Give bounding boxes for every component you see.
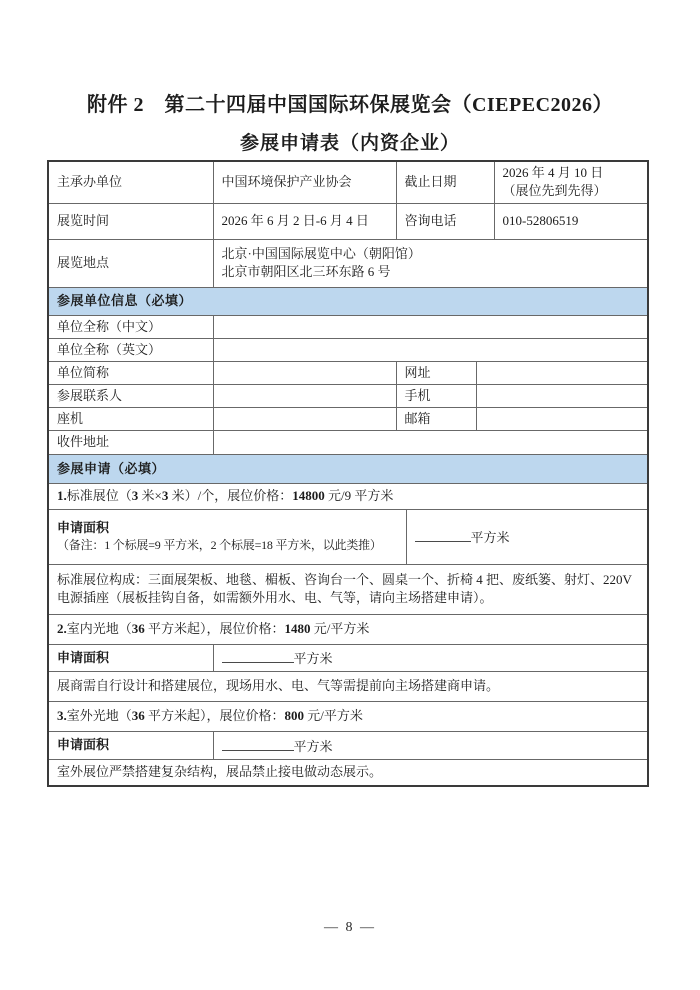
- section-header-application: 参展申请（必填）: [48, 454, 648, 483]
- row-outdoor-area: [48, 731, 648, 759]
- outdoor-area-unit: 平方米: [293, 738, 333, 754]
- row-venue: [48, 239, 648, 287]
- row-company-cn: [48, 315, 648, 338]
- deadline-value: [494, 161, 648, 203]
- indoor-area-label-cell: [48, 644, 213, 671]
- company-name-en-label: 单位全称（英文）: [48, 338, 213, 361]
- row-short-name: [48, 361, 648, 384]
- venue-value: [213, 239, 648, 287]
- outdoor-area-label-cell: [48, 731, 213, 759]
- mobile-input[interactable]: [476, 385, 648, 408]
- venue-label: 展览地点: [48, 239, 213, 287]
- row-indoor-heading: [48, 614, 648, 644]
- email-input[interactable]: [476, 408, 648, 431]
- landline-input[interactable]: [213, 408, 396, 431]
- page-number: — 8 —: [324, 920, 376, 935]
- company-name-cn-input[interactable]: [213, 315, 648, 338]
- row-standard-booth-note: [48, 564, 648, 614]
- indoor-space-note: 展商需自行设计和搭建展位，现场用水、电、气等需提前向主场搭建商申请。: [48, 671, 648, 701]
- row-exhibition-time: [48, 203, 648, 239]
- row-company-en: [48, 338, 648, 361]
- row-outdoor-note: [48, 759, 648, 786]
- deadline-note: （展位先到先得）: [502, 183, 607, 199]
- doc-title-line1: 附件 2 第二十四届中国国际环保展览会（CIEPEC2026）: [86, 94, 614, 116]
- standard-area-value-cell[interactable]: [406, 509, 648, 564]
- exhibition-time-label: 展览时间: [48, 203, 213, 239]
- website-label: 网址: [396, 361, 476, 384]
- exhibition-time-value: 2026 年 6 月 2 日-6 月 4 日: [213, 203, 396, 239]
- indoor-area-label: 申请面积: [57, 649, 110, 665]
- standard-area-blank[interactable]: [415, 526, 471, 542]
- outdoor-space-note: 室外展位严禁搭建复杂结构，展品禁止接电做动态展示。: [48, 759, 648, 786]
- contact-input[interactable]: [213, 385, 396, 408]
- venue-line1: 北京·中国国际展览中心（朝阳馆）: [221, 245, 421, 261]
- application-form-table: [47, 160, 649, 787]
- row-standard-booth-heading: [48, 483, 648, 509]
- row-indoor-area: [48, 644, 648, 671]
- outdoor-area-blank[interactable]: [222, 735, 294, 751]
- phone-value: 010-52806519: [494, 203, 648, 239]
- address-input[interactable]: [213, 431, 648, 454]
- indoor-area-unit: 平方米: [293, 651, 333, 667]
- website-input[interactable]: [476, 361, 648, 384]
- row-outdoor-heading: [48, 701, 648, 731]
- landline-label: 座机: [48, 408, 213, 431]
- standard-area-note: （备注：1 个标展=9 平方米，2 个标展=18 平方米，以此类推）: [57, 538, 382, 553]
- deadline-date: 2026 年 4 月 10 日: [502, 165, 604, 181]
- deadline-label: 截止日期: [396, 161, 494, 203]
- indoor-area-blank[interactable]: [222, 647, 294, 663]
- standard-area-unit: 平方米: [470, 530, 510, 546]
- section-header-exhibitor-info: 参展单位信息（必填）: [48, 287, 648, 315]
- contact-label: 参展联系人: [48, 385, 213, 408]
- indoor-space-heading: 2.室内光地（36 平方米起），展位价格：1480 元/平方米: [48, 614, 648, 644]
- row-section-exhibitor-info: [48, 287, 648, 315]
- company-name-en-input[interactable]: [213, 338, 648, 361]
- indoor-area-value-cell[interactable]: [213, 644, 648, 671]
- row-standard-area: [48, 509, 648, 564]
- row-indoor-note: [48, 671, 648, 701]
- phone-label: 咨询电话: [396, 203, 494, 239]
- venue-line2: 北京市朝阳区北三环东路 6 号: [221, 264, 391, 279]
- doc-title-line2: 参展申请表（内资企业）: [239, 133, 460, 154]
- standard-area-label-cell: [48, 509, 406, 564]
- row-landline: [48, 408, 648, 431]
- standard-booth-note: 标准展位构成：三面展架板、地毯、楣板、咨询台一个、圆桌一个、折椅 4 把、废纸篓、射灯、220V 电源插座（展板挂钩自备，如需额外用水、电、气等，请向主场搭建申请）。: [48, 564, 648, 614]
- email-label: 邮箱: [396, 408, 476, 431]
- row-organizer: [48, 161, 648, 203]
- outdoor-space-heading: 3.室外光地（36 平方米起），展位价格：800 元/平方米: [48, 701, 648, 731]
- row-contact: [48, 385, 648, 408]
- short-name-input[interactable]: [213, 361, 396, 384]
- standard-area-label: 申请面积: [57, 520, 110, 536]
- company-name-cn-label: 单位全称（中文）: [48, 315, 213, 338]
- row-address: [48, 431, 648, 454]
- organizer-value: 中国环境保护产业协会: [213, 161, 396, 203]
- address-label: 收件地址: [48, 431, 213, 454]
- outdoor-area-label: 申请面积: [57, 737, 110, 753]
- row-section-application: [48, 454, 648, 483]
- organizer-label: 主承办单位: [48, 161, 213, 203]
- standard-booth-heading: 1.标准展位（3 米×3 米）/个，展位价格：14800 元/9 平方米: [48, 483, 648, 509]
- outdoor-area-value-cell[interactable]: [213, 731, 648, 759]
- short-name-label: 单位简称: [48, 361, 213, 384]
- mobile-label: 手机: [396, 385, 476, 408]
